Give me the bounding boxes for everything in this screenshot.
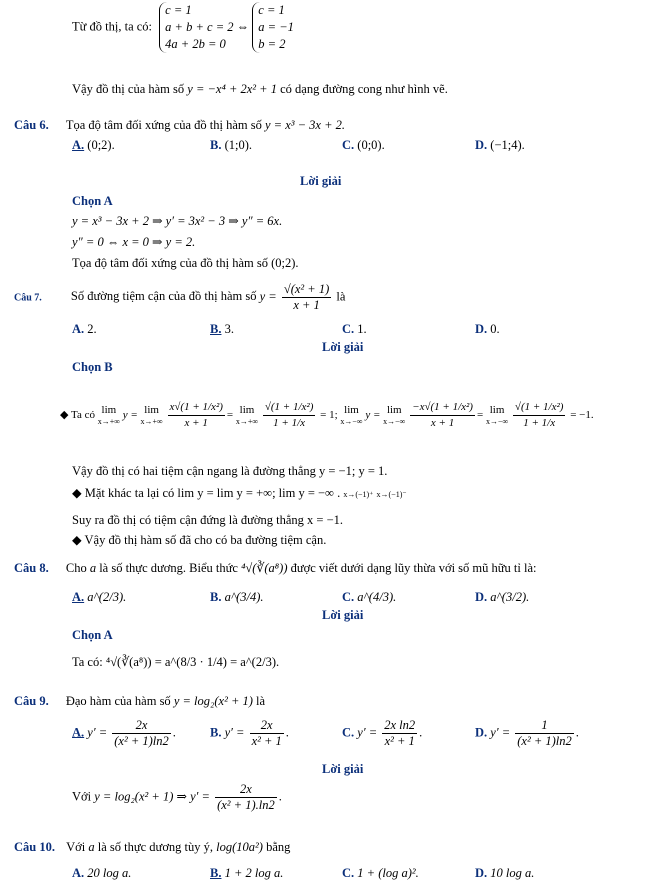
option-value: 1 + 2 log a.: [224, 866, 284, 880]
fraction-denominator: x + 1: [293, 298, 320, 312]
intro-conclusion: [72, 82, 448, 97]
iff-symbol: ⇔: [236, 19, 250, 34]
q10-text: Với: [66, 840, 86, 854]
option-value: (1;0).: [224, 138, 253, 152]
fraction-c: [410, 400, 475, 431]
q10-option-d[interactable]: [475, 866, 534, 881]
limit-symbol: [486, 404, 508, 428]
q7-vertical-asymptote: Suy ra đồ thị có tiệm cận đứng là đường thẳng x = −1.: [72, 513, 344, 527]
q7-option-a[interactable]: [72, 322, 97, 337]
sys2-line: a = −1: [258, 20, 294, 34]
q8-solution-line: Ta có: ⁴√(∛(a⁸)) = a^(8/3 · 1/4) = a^(2/3).: [72, 655, 280, 669]
lim-sub: x→(−1)⁺: [343, 490, 374, 499]
option-letter: C.: [342, 138, 355, 152]
conclusion-text-post: có dạng đường cong như hình vẽ.: [280, 82, 448, 96]
q9-label: Câu 9.: [14, 694, 49, 708]
fraction-b: [263, 400, 316, 431]
option-lhs: y′ =: [224, 725, 245, 740]
option-letter: B.: [210, 590, 222, 604]
q6-option-b[interactable]: [210, 138, 252, 153]
bullet-icon: ◆: [72, 533, 82, 547]
q7-solution-title: Lời giải: [322, 340, 364, 354]
option-end: .: [285, 725, 289, 740]
bullet-icon: ◆: [72, 486, 82, 500]
q8-var: a: [89, 561, 97, 575]
q10-option-b[interactable]: [210, 866, 283, 881]
option-value: 20 log a.: [87, 866, 132, 880]
lim-word: lim: [144, 403, 159, 416]
q10-stem: [14, 840, 290, 855]
q10-label: Câu 10.: [14, 840, 55, 854]
fraction-numerator: √(x² + 1): [283, 282, 330, 296]
fraction-numerator: 2x: [250, 718, 284, 734]
lim-sub: x→(−1)⁻: [376, 490, 407, 499]
q8-choice: Chọn A: [72, 628, 113, 642]
q8-option-c[interactable]: [342, 590, 396, 605]
q7-func-lhs: y =: [259, 289, 277, 304]
option-letter: C.: [342, 590, 355, 604]
bullet-icon: ◆: [60, 409, 69, 422]
sys2-line: b = 2: [258, 37, 286, 51]
option-value: 3.: [224, 322, 234, 336]
fraction-numerator: √(1 + 1/x²): [513, 400, 566, 416]
intro-lead: Từ đồ thị, ta có:: [72, 19, 153, 34]
option-letter: A.: [72, 725, 85, 740]
q10-option-c[interactable]: [342, 866, 419, 881]
q9-stem: [14, 694, 265, 709]
lim-word: lim: [344, 403, 359, 416]
option-value: 2.: [87, 322, 97, 336]
lim-sub: x→+∞: [97, 416, 120, 426]
lim-word: lim: [489, 403, 505, 416]
lim-expr: y =: [365, 409, 381, 422]
lim-word: lim: [386, 403, 402, 416]
q7-func-fraction: [282, 282, 331, 313]
fraction-denominator: (x² + 1)ln2: [517, 734, 572, 748]
q6-text: Tọa độ tâm đối xứng của đồ thị hàm số: [65, 118, 262, 132]
bullet-text: Vậy đồ thị hàm số đã cho có ba đường tiệm cận.: [84, 533, 327, 547]
q10-var: a: [88, 840, 95, 854]
q7-option-d[interactable]: [475, 322, 500, 337]
q7-label: Câu 7.: [14, 292, 42, 304]
q8-stem: [14, 560, 536, 576]
q6-solution-title: Lời giải: [300, 174, 342, 188]
option-letter: D.: [475, 725, 488, 740]
fraction-numerator: x√(1 + 1/x²): [168, 400, 225, 416]
option-letter: A.: [72, 866, 85, 880]
q9-solution: [72, 782, 282, 813]
option-value: (−1;4).: [490, 138, 525, 152]
lim-sub: x→+∞: [235, 416, 259, 426]
option-letter: B.: [210, 322, 222, 336]
q10-text-mid: là số thực dương tùy ý,: [97, 840, 214, 854]
fraction-numerator: 2x: [112, 718, 171, 734]
option-end: .: [575, 725, 579, 740]
option-letter: D.: [475, 138, 488, 152]
option-lhs: y′ =: [490, 725, 511, 740]
bullet-text: Mặt khác ta lại có lim y = lim y = +∞; lim y = −∞ .: [84, 486, 341, 500]
lim-sub: x→+∞: [140, 416, 163, 426]
q9-text: Đạo hàm của hàm số: [65, 694, 171, 708]
fraction-numerator: 2x ln2: [384, 718, 416, 732]
sys2-line: c = 1: [258, 3, 285, 17]
limit-symbol: [236, 404, 258, 428]
intro-system-left: [159, 2, 233, 53]
q6-option-a[interactable]: [72, 138, 115, 153]
option-value: a^(2/3).: [87, 590, 127, 604]
conclusion-function: y = −x⁴ + 2x² + 1: [187, 82, 277, 96]
q8-label: Câu 8.: [14, 561, 49, 575]
option-value: 10 log a.: [490, 866, 535, 880]
q10-suffix: bằng: [266, 840, 291, 854]
fraction-a: [168, 400, 225, 431]
option-lhs: y′ =: [87, 725, 108, 740]
q6-function: y = x³ − 3x + 2.: [264, 118, 346, 132]
lim-sub: x→−∞: [383, 416, 406, 426]
sys1-line: a + b + c = 2: [165, 20, 234, 34]
q7-text: Số đường tiệm cận của đồ thị hàm số: [70, 289, 257, 304]
fraction-d: [513, 400, 566, 431]
fraction-denominator: 1 + 1/x: [273, 417, 306, 429]
option-value: (0;2).: [87, 138, 115, 152]
q6-option-d[interactable]: [475, 138, 525, 153]
fraction-numerator: √(1 + 1/x²): [263, 400, 316, 416]
lim-expr: y =: [122, 409, 138, 422]
fraction-denominator: x² + 1: [251, 734, 282, 748]
option-letter: B.: [210, 138, 222, 152]
q9-function: y = log₂(x² + 1): [173, 694, 253, 708]
sys1-line: c = 1: [165, 3, 192, 17]
option-value: a^(4/3).: [357, 590, 397, 604]
option-value: 1 + (log a)².: [357, 866, 419, 880]
option-value: a^(3/4).: [224, 590, 264, 604]
q9-option-d[interactable]: [475, 718, 579, 749]
conclusion-text: Vậy đồ thị của hàm số: [72, 82, 185, 96]
q6-option-c[interactable]: [342, 138, 385, 153]
line3-text: Tọa độ tâm đối xứng của đồ thị hàm số: [72, 256, 268, 270]
option-letter: A.: [72, 322, 85, 336]
limit-symbol: [141, 404, 163, 428]
q7-bullet2: [72, 485, 407, 501]
solution-end: .: [278, 789, 282, 804]
option-fraction: [382, 718, 417, 749]
fraction-denominator: (x² + 1).ln2: [217, 798, 275, 812]
solution-text: Với: [72, 789, 92, 804]
fraction-denominator: x² + 1: [384, 734, 415, 748]
fraction-denominator: (x² + 1)ln2: [114, 734, 169, 748]
fraction-denominator: x + 1: [184, 417, 208, 429]
q8-option-a[interactable]: [72, 590, 126, 605]
solution-lhs: y = log₂(x² + 1) ⇒ y′ =: [94, 789, 210, 804]
q6-solution-line1: y = x³ − 3x + 2 ⇒ y′ = 3x² − 3 ⇒ y″ = 6x.: [72, 214, 283, 228]
q7-option-b[interactable]: [210, 322, 234, 337]
q7-horizontal-asymptotes: Vậy đồ thị có hai tiệm cận ngang là đường thẳng y = −1; y = 1.: [72, 464, 388, 478]
q10-expression: log(10a²): [216, 840, 263, 854]
q8-option-d[interactable]: [475, 590, 529, 605]
lim-sub: x→−∞: [485, 416, 509, 426]
option-fraction: [250, 718, 284, 749]
q6-label: Câu 6.: [14, 118, 49, 132]
limit-result: = −1.: [570, 409, 594, 422]
q7-limits-line: ◆ Ta có lim x→+∞ y = lim x→+∞ $\frac{\text{x√(1 + 1/x²)}}{x + 1}$ = lim x→+∞ $\frac{\text{√(1 + 1/x²)}}{1 + 1/x}$ = 1; lim x→−∞ y = lim x→−∞ $\frac{\text{−x√(1 + 1/x²)}}{x + 1}$ = lim x→−∞ $\frac{\text{√(1 + 1/x²)}}{1 + 1/x}$ = −1.: [60, 401, 594, 429]
option-letter: C.: [342, 725, 355, 740]
fraction-denominator: x + 1: [430, 417, 455, 429]
q8-option-b[interactable]: [210, 590, 264, 605]
option-value: 1.: [357, 322, 367, 336]
option-letter: A.: [72, 138, 85, 152]
option-letter: D.: [475, 590, 488, 604]
q7-stem: [14, 282, 345, 313]
lim-word: lim: [239, 403, 255, 416]
q6-solution-line3: [72, 256, 299, 271]
option-letter: C.: [342, 866, 355, 880]
solution-fraction: [215, 782, 277, 813]
option-letter: D.: [475, 866, 488, 880]
option-letter: B.: [210, 866, 222, 880]
lim-sub: x→−∞: [340, 416, 363, 426]
limit-symbol: [98, 404, 120, 428]
q6-stem: [14, 118, 345, 133]
option-end: .: [419, 725, 423, 740]
option-fraction: [515, 718, 574, 749]
intro-system: [72, 2, 294, 53]
q10-option-a[interactable]: [72, 866, 131, 881]
q9-suffix: là: [256, 694, 266, 708]
q8-text-mid: là số thực dương. Biểu thức: [99, 561, 238, 575]
limit-result: = 1;: [320, 409, 338, 422]
q9-option-b[interactable]: [210, 718, 289, 749]
option-value: 0.: [490, 322, 500, 336]
option-letter: C.: [342, 322, 355, 336]
fraction-numerator: −x√(1 + 1/x²): [410, 400, 475, 416]
q8-text: Cho: [65, 561, 87, 575]
option-lhs: y′ =: [357, 725, 378, 740]
line3-value: (0;2).: [271, 256, 299, 270]
limit-symbol: [340, 404, 362, 428]
q7-choice: Chọn B: [72, 360, 113, 374]
limit-symbol: [383, 404, 405, 428]
q9-solution-title: Lời giải: [322, 762, 364, 776]
intro-system-right: [252, 2, 294, 53]
fraction-numerator: 1: [515, 718, 574, 734]
q9-option-a[interactable]: [72, 718, 176, 749]
q6-solution-line2: y″ = 0 ⇔ x = 0 ⇒ y = 2.: [72, 235, 196, 249]
sys1-line: 4a + 2b = 0: [165, 37, 226, 51]
option-letter: A.: [72, 590, 85, 604]
q8-text-post: được viết dưới dạng lũy thừa với số mũ hữu tỉ là:: [290, 561, 537, 575]
option-letter: B.: [210, 725, 222, 740]
fraction-numerator: 2x: [215, 782, 277, 798]
q7-bullet3: [72, 532, 326, 548]
q6-choice: Chọn A: [72, 194, 113, 208]
option-value: a^(3/2).: [490, 590, 530, 604]
option-letter: D.: [475, 322, 488, 336]
lim-word: lim: [101, 403, 117, 416]
q7-option-c[interactable]: [342, 322, 367, 337]
q8-expression: ⁴√(∛(a⁸)): [241, 561, 288, 575]
fraction-denominator: 1 + 1/x: [523, 417, 556, 429]
q8-solution-title: Lời giải: [322, 608, 364, 622]
option-value: (0;0).: [357, 138, 385, 152]
option-end: .: [172, 725, 176, 740]
option-fraction: [112, 718, 171, 749]
bullet-text: Ta có: [71, 409, 95, 422]
q7-suffix: là: [336, 289, 346, 304]
q9-option-c[interactable]: [342, 718, 422, 749]
